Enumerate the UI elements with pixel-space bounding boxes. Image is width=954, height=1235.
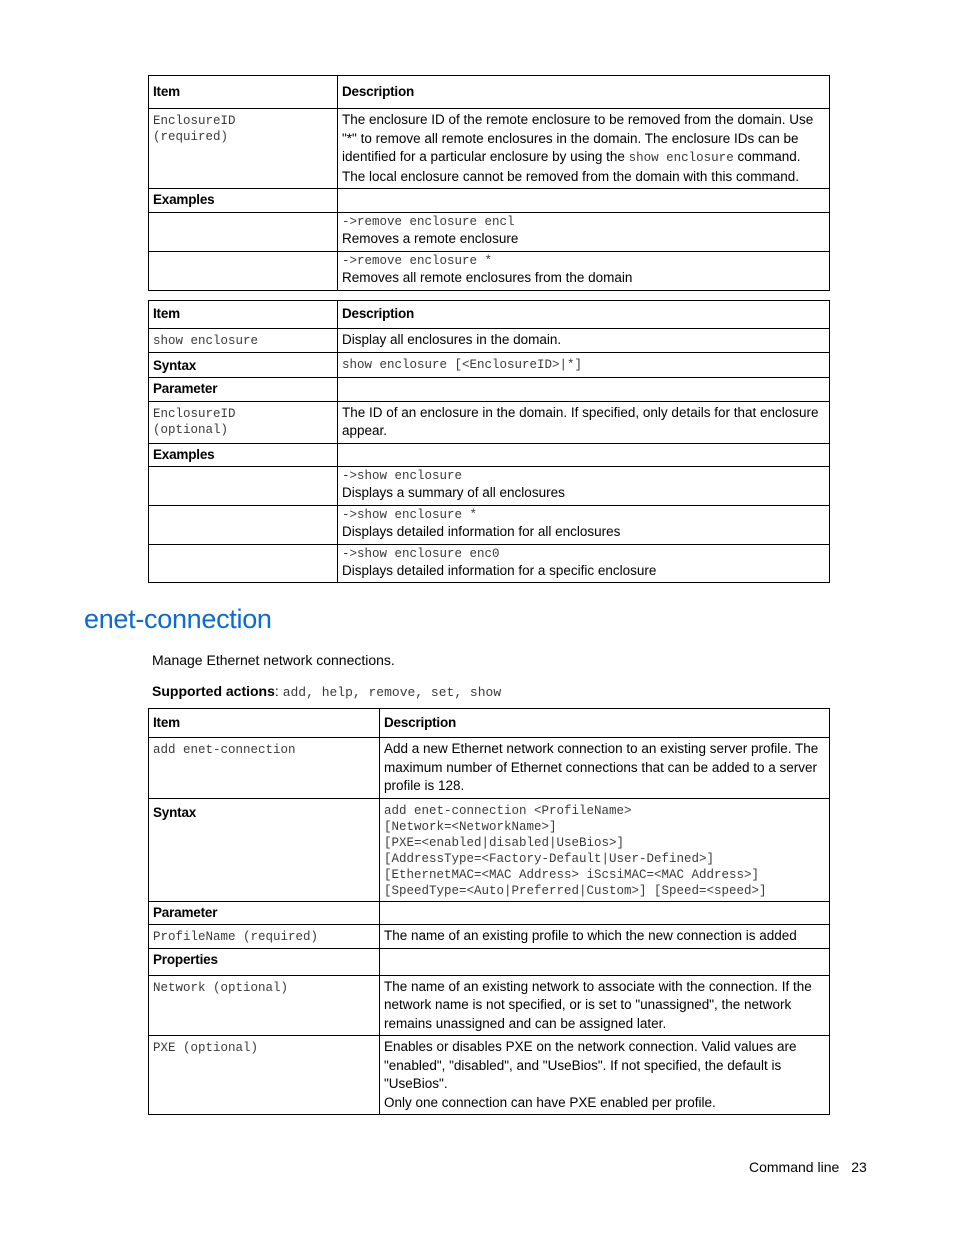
example-row [149,467,830,506]
example-desc: Removes all remote enclosures from the domain [342,269,633,285]
property-item: PXE (optional) [149,1036,380,1115]
syntax-code: show enclosure [<EnclosureID>|*] [338,352,830,378]
example-row [149,506,830,545]
syntax-line: [PXE=<enabled|disabled|UseBios>] [384,835,625,850]
parameter-label: Parameter [149,901,380,925]
supported-actions-label: Supported actions [152,683,275,699]
example-code: ->show enclosure [342,469,463,483]
properties-label: Properties [149,948,380,975]
header-description: Description [338,76,830,109]
syntax-row [149,798,830,901]
table-row [149,1036,830,1115]
syntax-code [380,798,830,901]
param-item-cell [149,109,338,189]
command-name: show enclosure [149,329,338,353]
param-qualifier: (optional) [153,422,229,437]
syntax-line: add enet-connection <ProfileName> [384,803,632,818]
header-description: Description [338,301,830,329]
example-row [149,545,830,583]
examples-label-row [149,443,830,467]
example-desc: Removes a remote enclosure [342,230,519,246]
example-code: ->remove enclosure encl [342,214,515,229]
table-row [149,975,830,1036]
example-row [149,212,830,251]
table-header-row [149,709,830,738]
remove-enclosure-table [148,75,830,291]
example-cell [338,506,830,545]
parameter-label: Parameter [149,378,338,402]
page-number: 23 [851,1159,867,1175]
section-intro: Manage Ethernet network connections. [152,652,395,668]
properties-label-row [149,948,830,975]
enet-connection-table [148,708,830,1115]
param-desc-part2: command. The local enclosure cannot be removed from the domain with this command. [342,149,801,184]
example-cell [338,467,830,506]
header-description: Description [380,709,830,738]
param-desc: The ID of an enclosure in the domain. If specified, only details for that enclosure appear. [338,401,830,443]
table-row [149,401,830,443]
property-desc: The name of an existing network to associate with the connection. If the network name is not specified, or is set to "unassigned", the network remains unassigned and can be assigned later. [380,975,830,1036]
supported-actions [152,683,501,700]
property-desc-note: Only one connection can have PXE enabled per profile. [384,1094,716,1110]
param-item-cell [149,401,338,443]
param-name: EnclosureID [153,406,236,421]
example-desc: Displays detailed information for a specific enclosure [342,563,657,578]
parameter-label-row [149,378,830,402]
supported-actions-list: add, help, remove, set, show [282,685,502,700]
syntax-line: [EthernetMAC=<MAC Address> iScsiMAC=<MAC Address>] [384,867,760,882]
example-code: ->show enclosure enc0 [342,547,500,561]
page-footer [749,1159,867,1175]
syntax-line: [AddressType=<Factory-Default|User-Defined>] [384,851,715,866]
header-item: Item [149,301,338,329]
syntax-row [149,352,830,378]
example-desc: Displays detailed information for all enclosures [342,524,621,539]
example-row [149,251,830,290]
param-desc-cell [338,109,830,189]
section-title: enet-connection [84,604,272,634]
command-desc: Add a new Ethernet network connection to an existing server profile. The maximum number of Ethernet connections that can be added to a server profile is 128. [380,738,830,799]
examples-label: Examples [149,189,338,213]
param-desc: The name of an existing profile to which the new connection is added [380,925,830,949]
param-item: ProfileName (required) [149,925,380,949]
table-row [149,738,830,799]
header-item: Item [149,76,338,109]
param-desc-code: show enclosure [628,151,734,165]
param-desc-part1: The enclosure ID of the remote enclosure to be removed from the domain. Use "*" to remove all remote enclosures in the domain. The enclosure IDs can be identified for a particular enclosure by using the [342,112,814,164]
example-cell [338,545,830,583]
property-item: Network (optional) [149,975,380,1036]
parameter-label-row [149,901,830,925]
syntax-label: Syntax [149,352,338,378]
supported-actions-separator: : [274,683,283,699]
example-code: ->show enclosure * [342,508,478,522]
footer-section: Command line [749,1159,840,1175]
table-row [149,329,830,353]
syntax-label: Syntax [149,798,380,901]
param-qualifier: (required) [153,130,229,144]
property-desc-cell [380,1036,830,1115]
command-name: add enet-connection [149,738,380,799]
param-name: EnclosureID [153,114,236,128]
example-cell [338,212,830,251]
table-header-row [149,301,830,329]
header-item: Item [149,709,380,738]
table-header-row [149,76,830,109]
syntax-line: [SpeedType=<Auto|Preferred|Custom>] [Speed=<speed>] [384,883,767,898]
table-row [149,109,830,189]
examples-label: Examples [149,443,338,467]
syntax-line: [Network=<NetworkName>] [384,819,557,834]
examples-label-row [149,189,830,213]
property-desc: Enables or disables PXE on the network connection. Valid values are "enabled", "disabled", and "UseBios". If not specified, the default is "UseBios". [384,1039,797,1091]
example-desc: Displays a summary of all enclosures [342,485,565,500]
example-code: ->remove enclosure * [342,253,493,268]
example-cell [338,251,830,290]
show-enclosure-table [148,300,830,583]
table-row [149,925,830,949]
command-desc: Display all enclosures in the domain. [338,329,830,353]
